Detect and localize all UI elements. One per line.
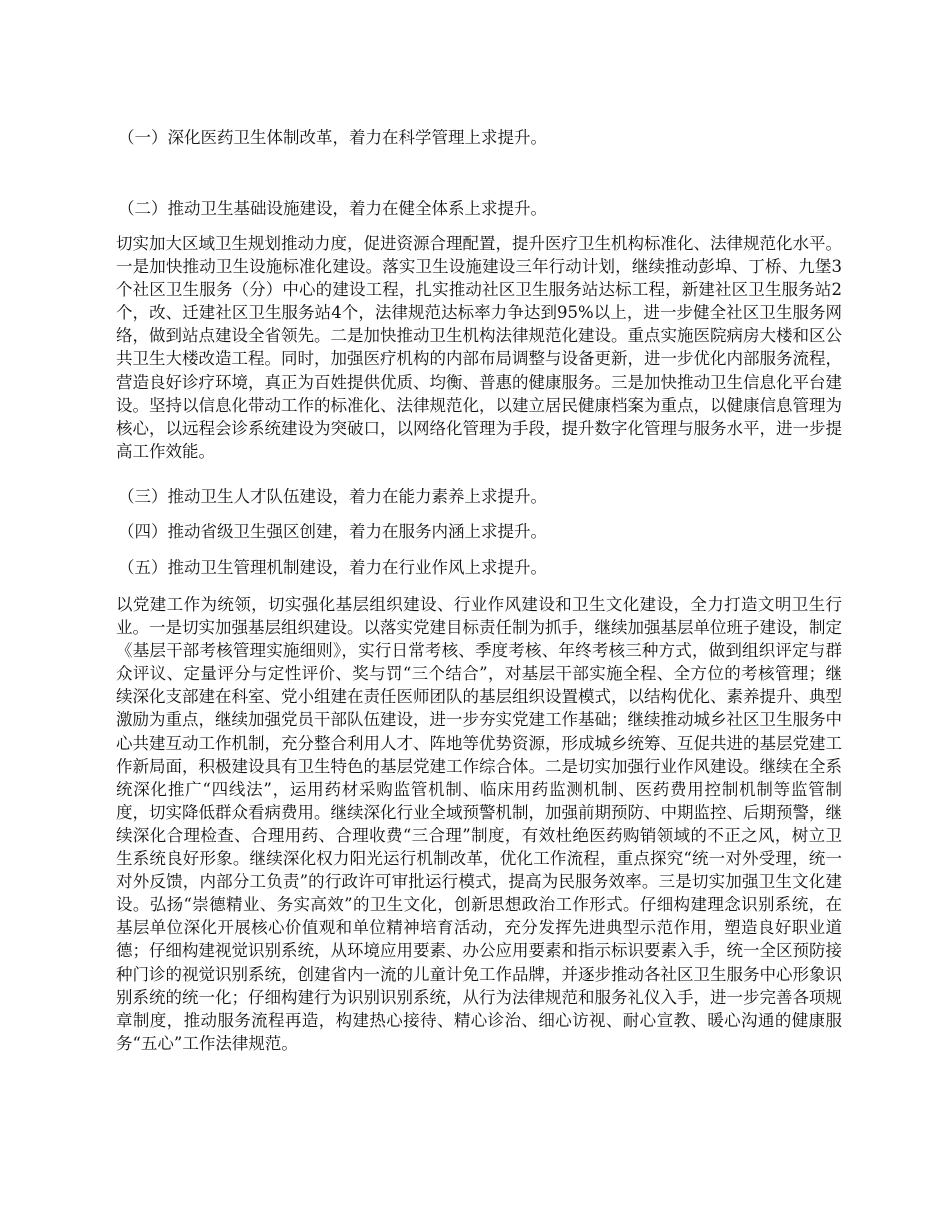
section-heading-4: （四）推动省级卫生强区创建，着力在服务内涵上求提升。 [118, 522, 547, 541]
section-5-paragraph: 以党建工作为统领，切实强化基层组织建设、行业作风建设和卫生文化建设，全力打造文明卫生行业。一是切实加强基层组织建设。以落实党建目标责任制为抓手，继续加强基层单位班子建设，制定《基层干部考核管理实施细则》，实行日常考核、季度考核、年终考核三种方式，做到组织评定与群众评议、定量评分与定性评价、奖与罚“三个结合”，对基层干部实施全程、全方位的考核管理；继续深化支部建在科室、党小组建在责任医师团队的基层组织设置模式，以结构优化、素养提升、典型激励为重点，继续加强党员干部队伍建设，进一步夯实党建工作基础；继续推动城乡社区卫生服务中心共建互动工作机制，充分整合利用人才、阵地等优势资源，形成城乡统筹、互促共进的基层党建工作新局面，积极建设具有卫生特色的基层党建工作综合体。二是切实加强行业作风建设。继续在全系统深化推广“四线法”，运用药材采购监管机制、临床用药监测机制、医药费用控制机制等监管制度，切实降低群众看病费用。继续深化行业全域预警机制，加强前期预防、中期监控、后期预警，继续深化合理检查、合理用药、合理收费“三合理”制度，有效杜绝医药购销领域的不正之风，树立卫生系统良好形象。继续深化权力阳光运行机制改革，优化工作流程，重点探究“统一对外受理，统一对外反馈，内部分工负责”的行政许可审批运行模式，提高为民服务效率。三是切实加强卫生文化建设。弘扬“崇德精业、务实高效”的卫生文化，创新思想政治工作形式。仔细构建理念识别系统，在基层单位深化开展核心价值观和单位精神培育活动，充分发挥先进典型示范作用，塑造良好职业道德；仔细构建视觉识别系统，从环境应用要素、办公应用要素和指示标识要素入手，统一全区预防接种门诊的视觉识别系统，创建省内一流的儿童计免工作品牌，并逐步推动各社区卫生服务中心形象识别系统的统一化；仔细构建行为识别识别系统，从行为法律规范和服务礼仪入手，进一步完善各项规章制度，推动服务流程再造，构建热心接待、精心诊治、细心访视、耐心宣教、暖心沟通的健康服务“五心”工作法律规范。 [116, 595, 842, 1053]
section-heading-1: （一）深化医药卫生体制改革，着力在科学管理上求提升。 [118, 128, 547, 147]
section-heading-2: （二）推动卫生基础设施建设，着力在健全体系上求提升。 [118, 199, 547, 218]
section-heading-3: （三）推动卫生人才队伍建设，着力在能力素养上求提升。 [118, 487, 547, 506]
section-heading-5: （五）推动卫生管理机制建设，着力在行业作风上求提升。 [118, 558, 547, 577]
section-2-paragraph: 切实加大区域卫生规划推动力度，促进资源合理配置，提升医疗卫生机构标准化、法律规范化水平。一是加快推动卫生设施标准化建设。落实卫生设施建设三年行动计划，继续推动彭埠、丁桥、九堡3个社区卫生服务（分）中心的建设工程，扎实推动社区卫生服务站达标工程，新建社区卫生服务站2个，改、迁建社区卫生服务站4个，法律规范达标率力争达到95%以上，进一步健全社区卫生服务网络，做到站点建设全省领先。二是加快推动卫生机构法律规范化建设。重点实施医院病房大楼和区公共卫生大楼改造工程。同时，加强医疗机构的内部布局调整与设备更新，进一步优化内部服务流程，营造良好诊疗环境，真正为百姓提供优质、均衡、普惠的健康服务。三是加快推动卫生信息化平台建设。坚持以信息化带动工作的标准化、法律规范化，以建立居民健康档案为重点，以健康信息管理为核心，以远程会诊系统建设为突破口，以网络化管理为手段，提升数字化管理与服务水平，进一步提高工作效能。 [116, 234, 842, 461]
